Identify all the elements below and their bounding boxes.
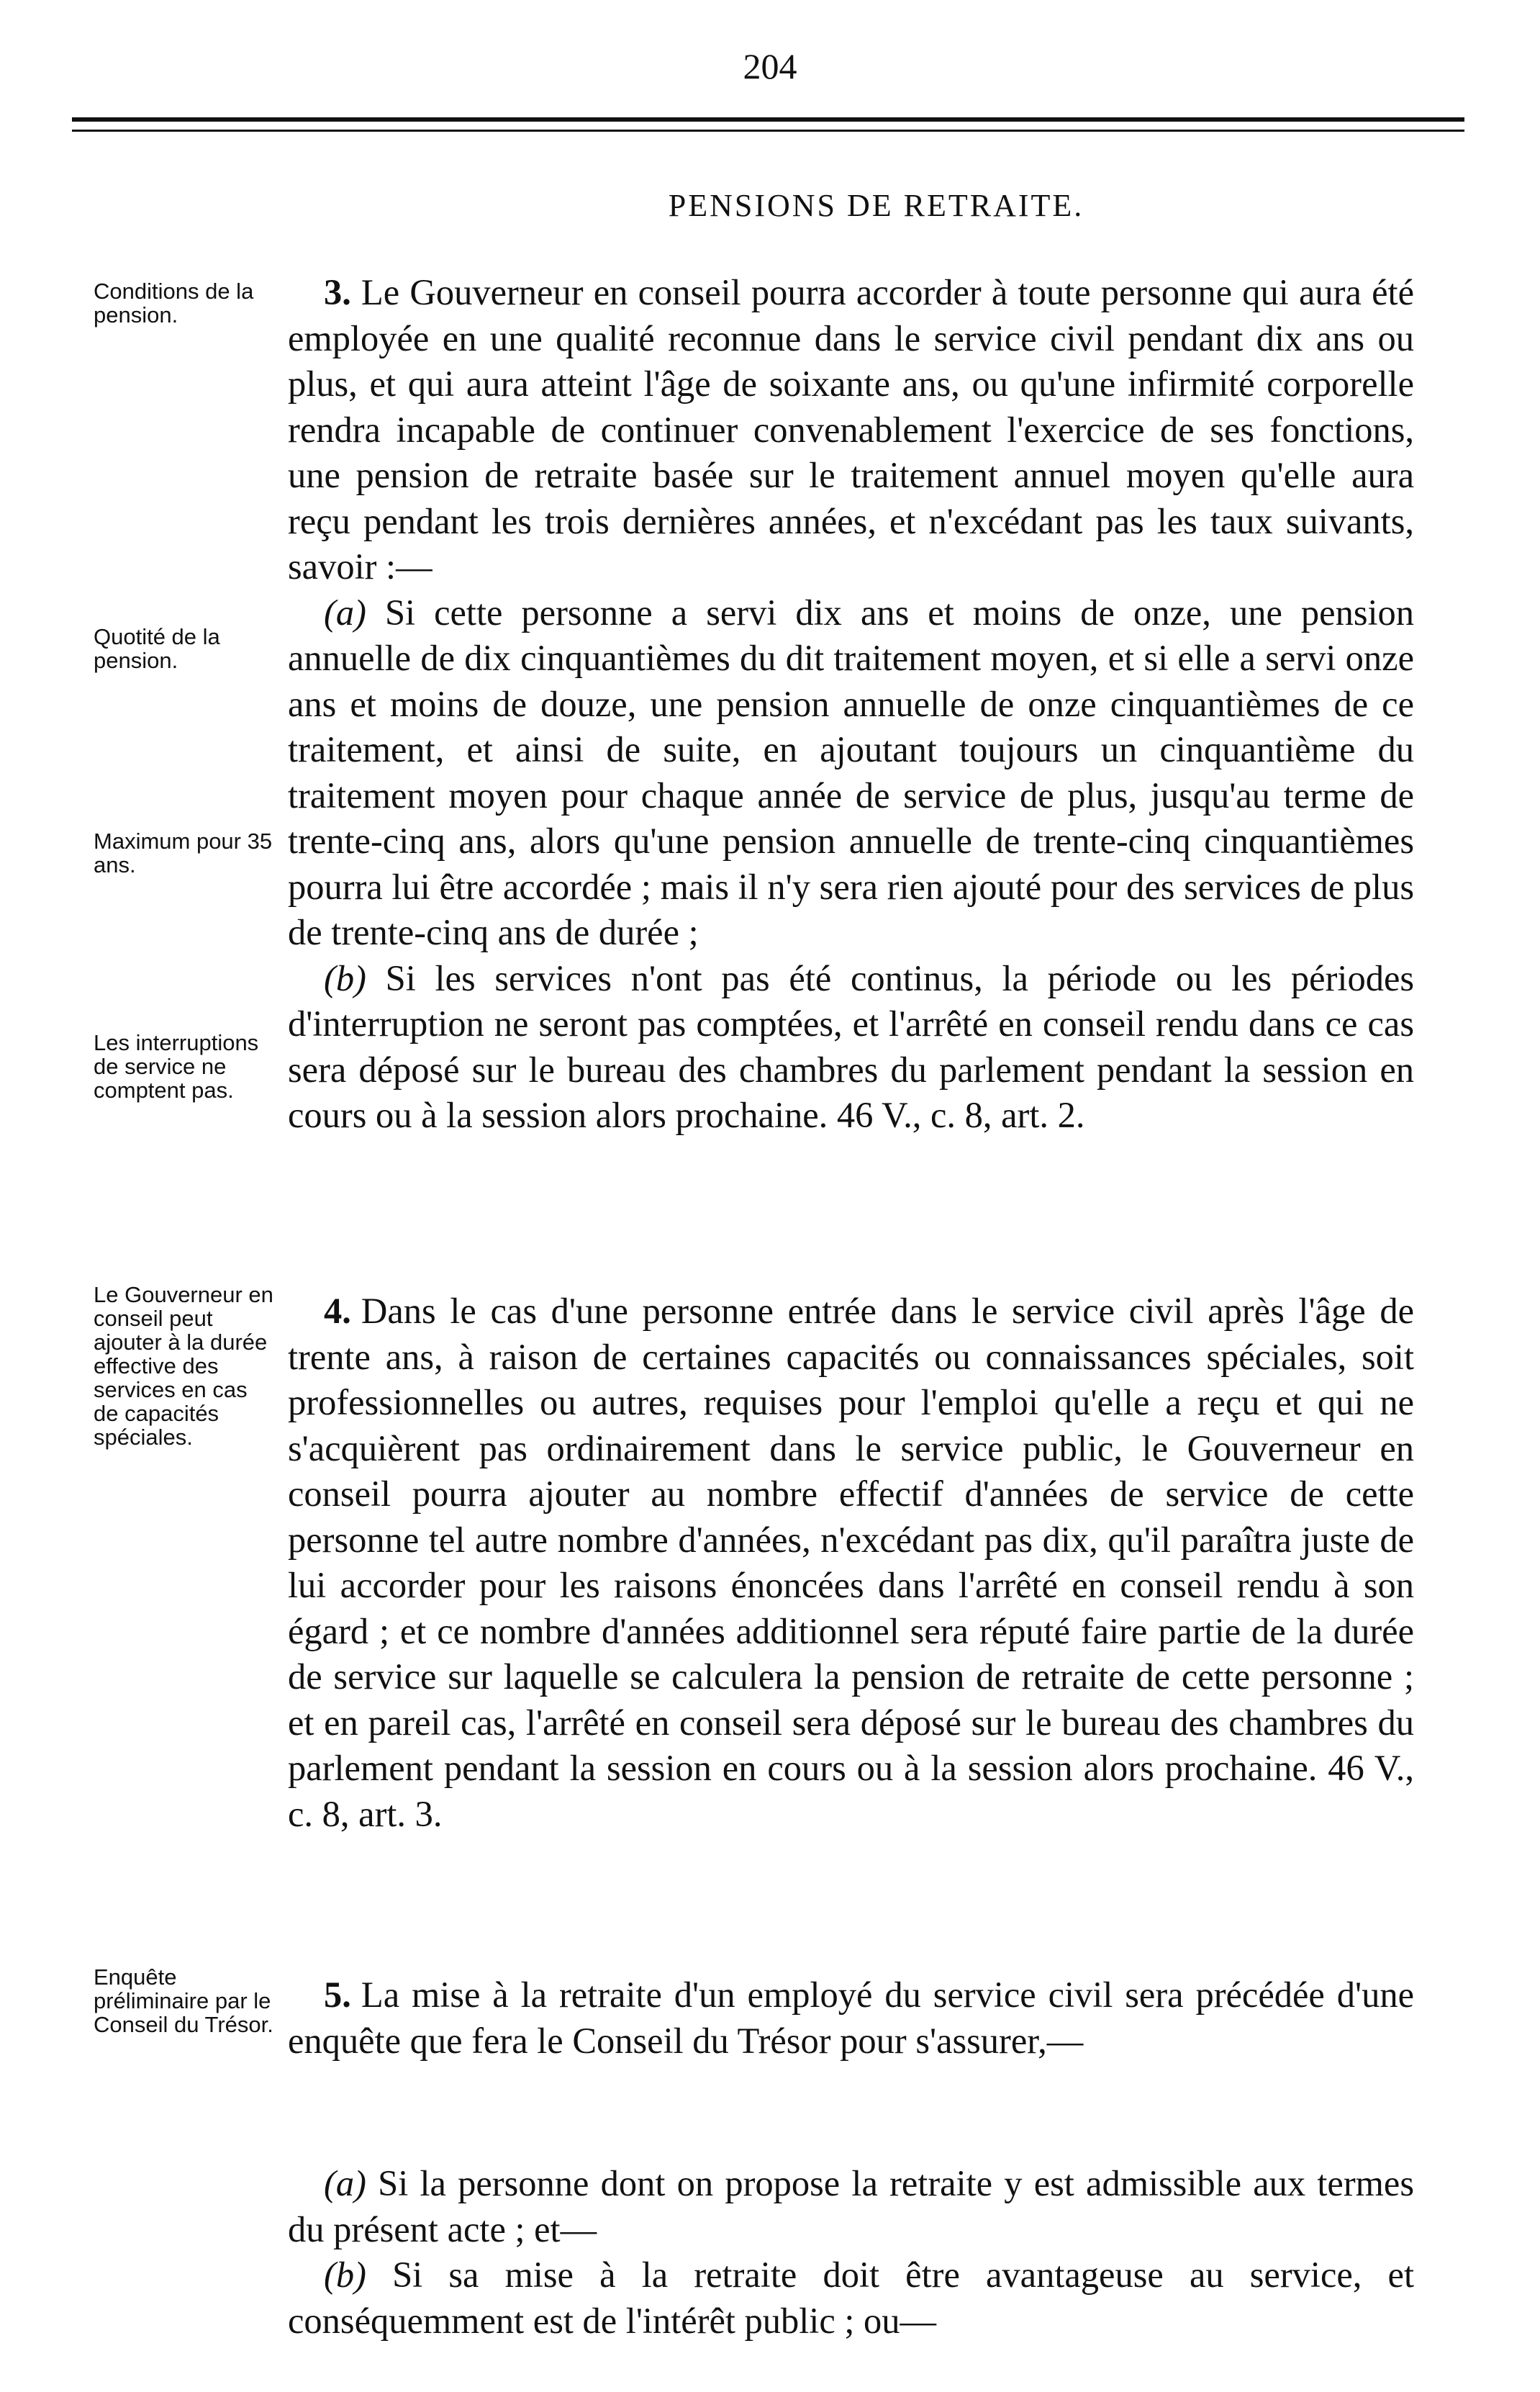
sub-text: Si la personne dont on propose la retraite y est admissible aux termes du présent acte ; et—	[288, 2163, 1414, 2249]
margin-note-enquete: Enquête préliminaire par le Conseil du Trésor.	[94, 1964, 273, 2037]
sub-label: (a)	[324, 2163, 366, 2203]
section-number: 4.	[324, 1291, 351, 1331]
section-4-text	[288, 1288, 1414, 1837]
page-number: 204	[743, 46, 797, 86]
sub-text: Si sa mise à la retraite doit être avantageuse au service, et conséquemment est de l'intérêt public ; ou—	[288, 2255, 1415, 2341]
section-number: 5.	[324, 1974, 351, 2015]
section-5-sub-a	[288, 2161, 1414, 2252]
margin-note-quotite: Quotité de la pension.	[94, 624, 220, 673]
section-4	[288, 1288, 1414, 1837]
section-5-sub-b	[288, 2252, 1414, 2344]
section-5-intro	[288, 1972, 1414, 2064]
header-rule-thin	[72, 130, 1464, 132]
section-number: 3.	[324, 272, 351, 312]
section-3-sub-a	[288, 590, 1414, 956]
margin-note-conditions: Conditions de la pension.	[94, 279, 254, 328]
running-head: PENSIONS DE RETRAITE.	[668, 188, 1084, 223]
section-5	[288, 1972, 1414, 2064]
section-3-intro	[288, 270, 1414, 590]
sub-text: Si les services n'ont pas été continus, la période ou les périodes d'interruption ne seront pas comptées, et l'arrêté en conseil rendu dans ce cas sera déposé sur le bureau des chambres du parlement pendant la session en cours ou à la session alors prochaine. 46 V., c. 8, art. 2.	[288, 957, 1415, 1135]
margin-note-gouverneur: Le Gouverneur en conseil peut ajouter à la durée effective des services en cas de capacités spéciales.	[94, 1282, 273, 1450]
section-text: La mise à la retraite d'un employé du service civil sera précédée d'une enquête que fera le Conseil du Trésor pour s'assurer,—	[288, 1974, 1414, 2061]
sub-label: (b)	[324, 2255, 366, 2295]
sub-text: Si cette personne a servi dix ans et moins de onze, une pension annuelle de dix cinquantièmes du dit traitement moyen, et si elle a servi onze ans et moins de douze, une pension annuelle de onze cinquantièmes de ce traitement, et ainsi de suite, en ajoutant toujours un cinquantième du traitement moyen pour chaque année de service de plus, jusqu'au terme de trente-cinq ans, alors qu'une pension annuelle de trente-cinq cinquantièmes pourra lui être accordée ; mais il n'y sera rien ajouté pour des services de plus de trente-cinq ans de durée ;	[288, 592, 1415, 952]
section-text: Dans le cas d'une personne entrée dans le service civil après l'âge de trente ans, à raison de certaines capacités ou connaissances spéciales, soit professionnelles ou autres, requises pour l'emploi qu'elle a reçu et qui ne s'acquièrent pas ordinairement dans le service public, le Gouverneur en conseil pourra ajouter au nombre effectif d'années de service de cette personne tel autre nombre d'années, n'excédant pas dix, qu'il paraîtra juste de lui accorder pour les raisons énoncées dans l'arrêté en conseil rendu à son égard ; et ce nombre d'années additionnel sera réputé faire partie de la durée de service sur laquelle se calculera la pension de retraite de cette personne ; et en pareil cas, l'arrêté en conseil sera déposé sur le bureau des chambres du parlement pendant la session en cours ou à la session alors prochaine. 46 V., c. 8, art. 3.	[288, 1291, 1414, 1834]
sub-label: (a)	[324, 592, 366, 633]
section-3-sub-b	[288, 956, 1414, 1139]
header-rule-thick	[72, 117, 1464, 122]
section-5-subsections	[288, 2161, 1414, 2344]
section-text: Le Gouverneur en conseil pourra accorder à toute personne qui aura été employée en une qualité reconnue dans le service civil pendant dix ans ou plus, et qui aura atteint l'âge de soixante ans, ou qu'une infirmité corporelle rendra incapable de continuer convenablement l'exercice de ses fonctions, une pension de retraite basée sur le traitement annuel moyen qu'elle aura reçu pendant les trois dernières années, et n'excédant pas les taux suivants, savoir :—	[288, 272, 1414, 587]
margin-note-maximum: Maximum pour 35 ans.	[94, 829, 273, 877]
sub-label: (b)	[324, 957, 366, 998]
section-3	[288, 270, 1414, 1139]
margin-note-interruptions: Les interruptions de service ne comptent pas.	[94, 1030, 259, 1103]
